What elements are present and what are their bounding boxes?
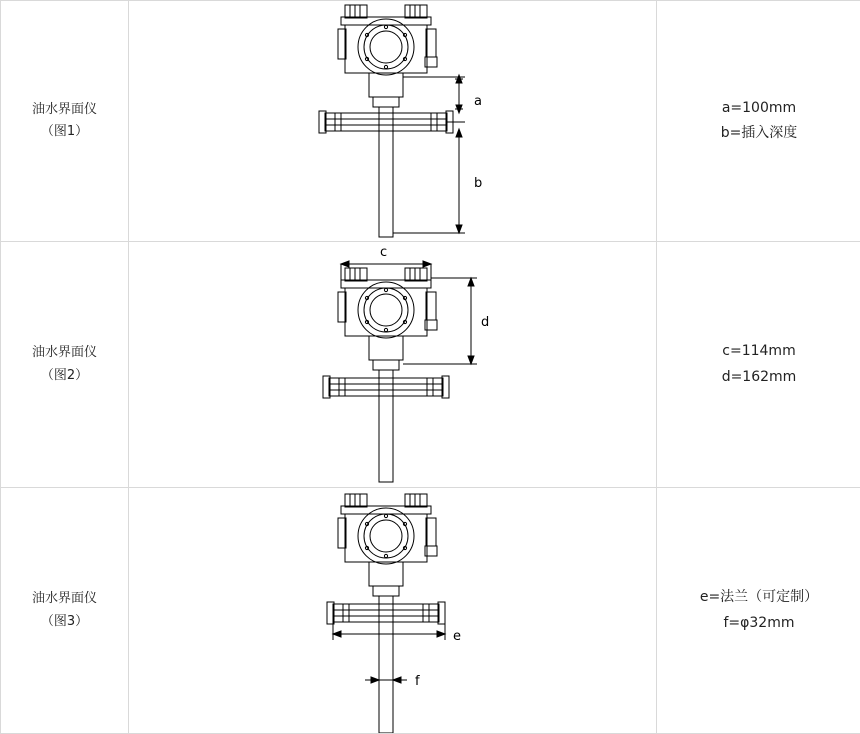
row-2-figure-cell: [129, 242, 657, 488]
figure-1: [129, 1, 654, 241]
product-name: [1, 99, 128, 143]
product-name: [1, 588, 128, 632]
dimension-line1: c=114mm: [657, 339, 860, 364]
row-1-figure-cell: [129, 1, 657, 242]
figure-2-label-d: d: [481, 315, 489, 330]
row-1-dimension-cell: [657, 1, 860, 242]
figure-1-label-b: b: [474, 176, 482, 191]
figure-1-label-a: a: [474, 94, 482, 109]
table-row: [1, 242, 860, 488]
row-2-name-cell: [1, 242, 129, 488]
figure-1-drawing: [129, 1, 654, 241]
table-row: [1, 488, 860, 734]
row-3-name-cell: [1, 488, 129, 734]
dimension-line2: d=162mm: [657, 365, 860, 390]
dimension-values: [657, 585, 860, 635]
dimension-line2: b=插入深度: [657, 121, 860, 146]
table-row: [1, 1, 860, 242]
row-3-dimension-cell: [657, 488, 860, 734]
row-1-name-cell: [1, 1, 129, 242]
product-name-line2: （图2）: [1, 365, 128, 387]
dimension-line1: e=法兰（可定制）: [657, 585, 860, 610]
figure-2-drawing: [129, 242, 654, 487]
product-name-line2: （图1）: [1, 121, 128, 143]
product-name-line2: （图3）: [1, 611, 128, 633]
figure-3-drawing: [129, 488, 654, 733]
figure-2-label-c: c: [380, 245, 387, 260]
product-name-line1: 油水界面仪: [1, 342, 128, 364]
dimension-values: [657, 339, 860, 389]
product-name: [1, 342, 128, 386]
figure-3: [129, 488, 654, 733]
dimension-line2: f=φ32mm: [657, 611, 860, 636]
figure-3-label-f: f: [415, 674, 420, 689]
dimension-line1: a=100mm: [657, 96, 860, 121]
row-2-dimension-cell: [657, 242, 860, 488]
row-3-figure-cell: [129, 488, 657, 734]
product-name-line1: 油水界面仪: [1, 588, 128, 610]
dimension-values: [657, 96, 860, 146]
product-name-line1: 油水界面仪: [1, 99, 128, 121]
figure-3-label-e: e: [453, 629, 461, 644]
figure-2: [129, 242, 654, 487]
